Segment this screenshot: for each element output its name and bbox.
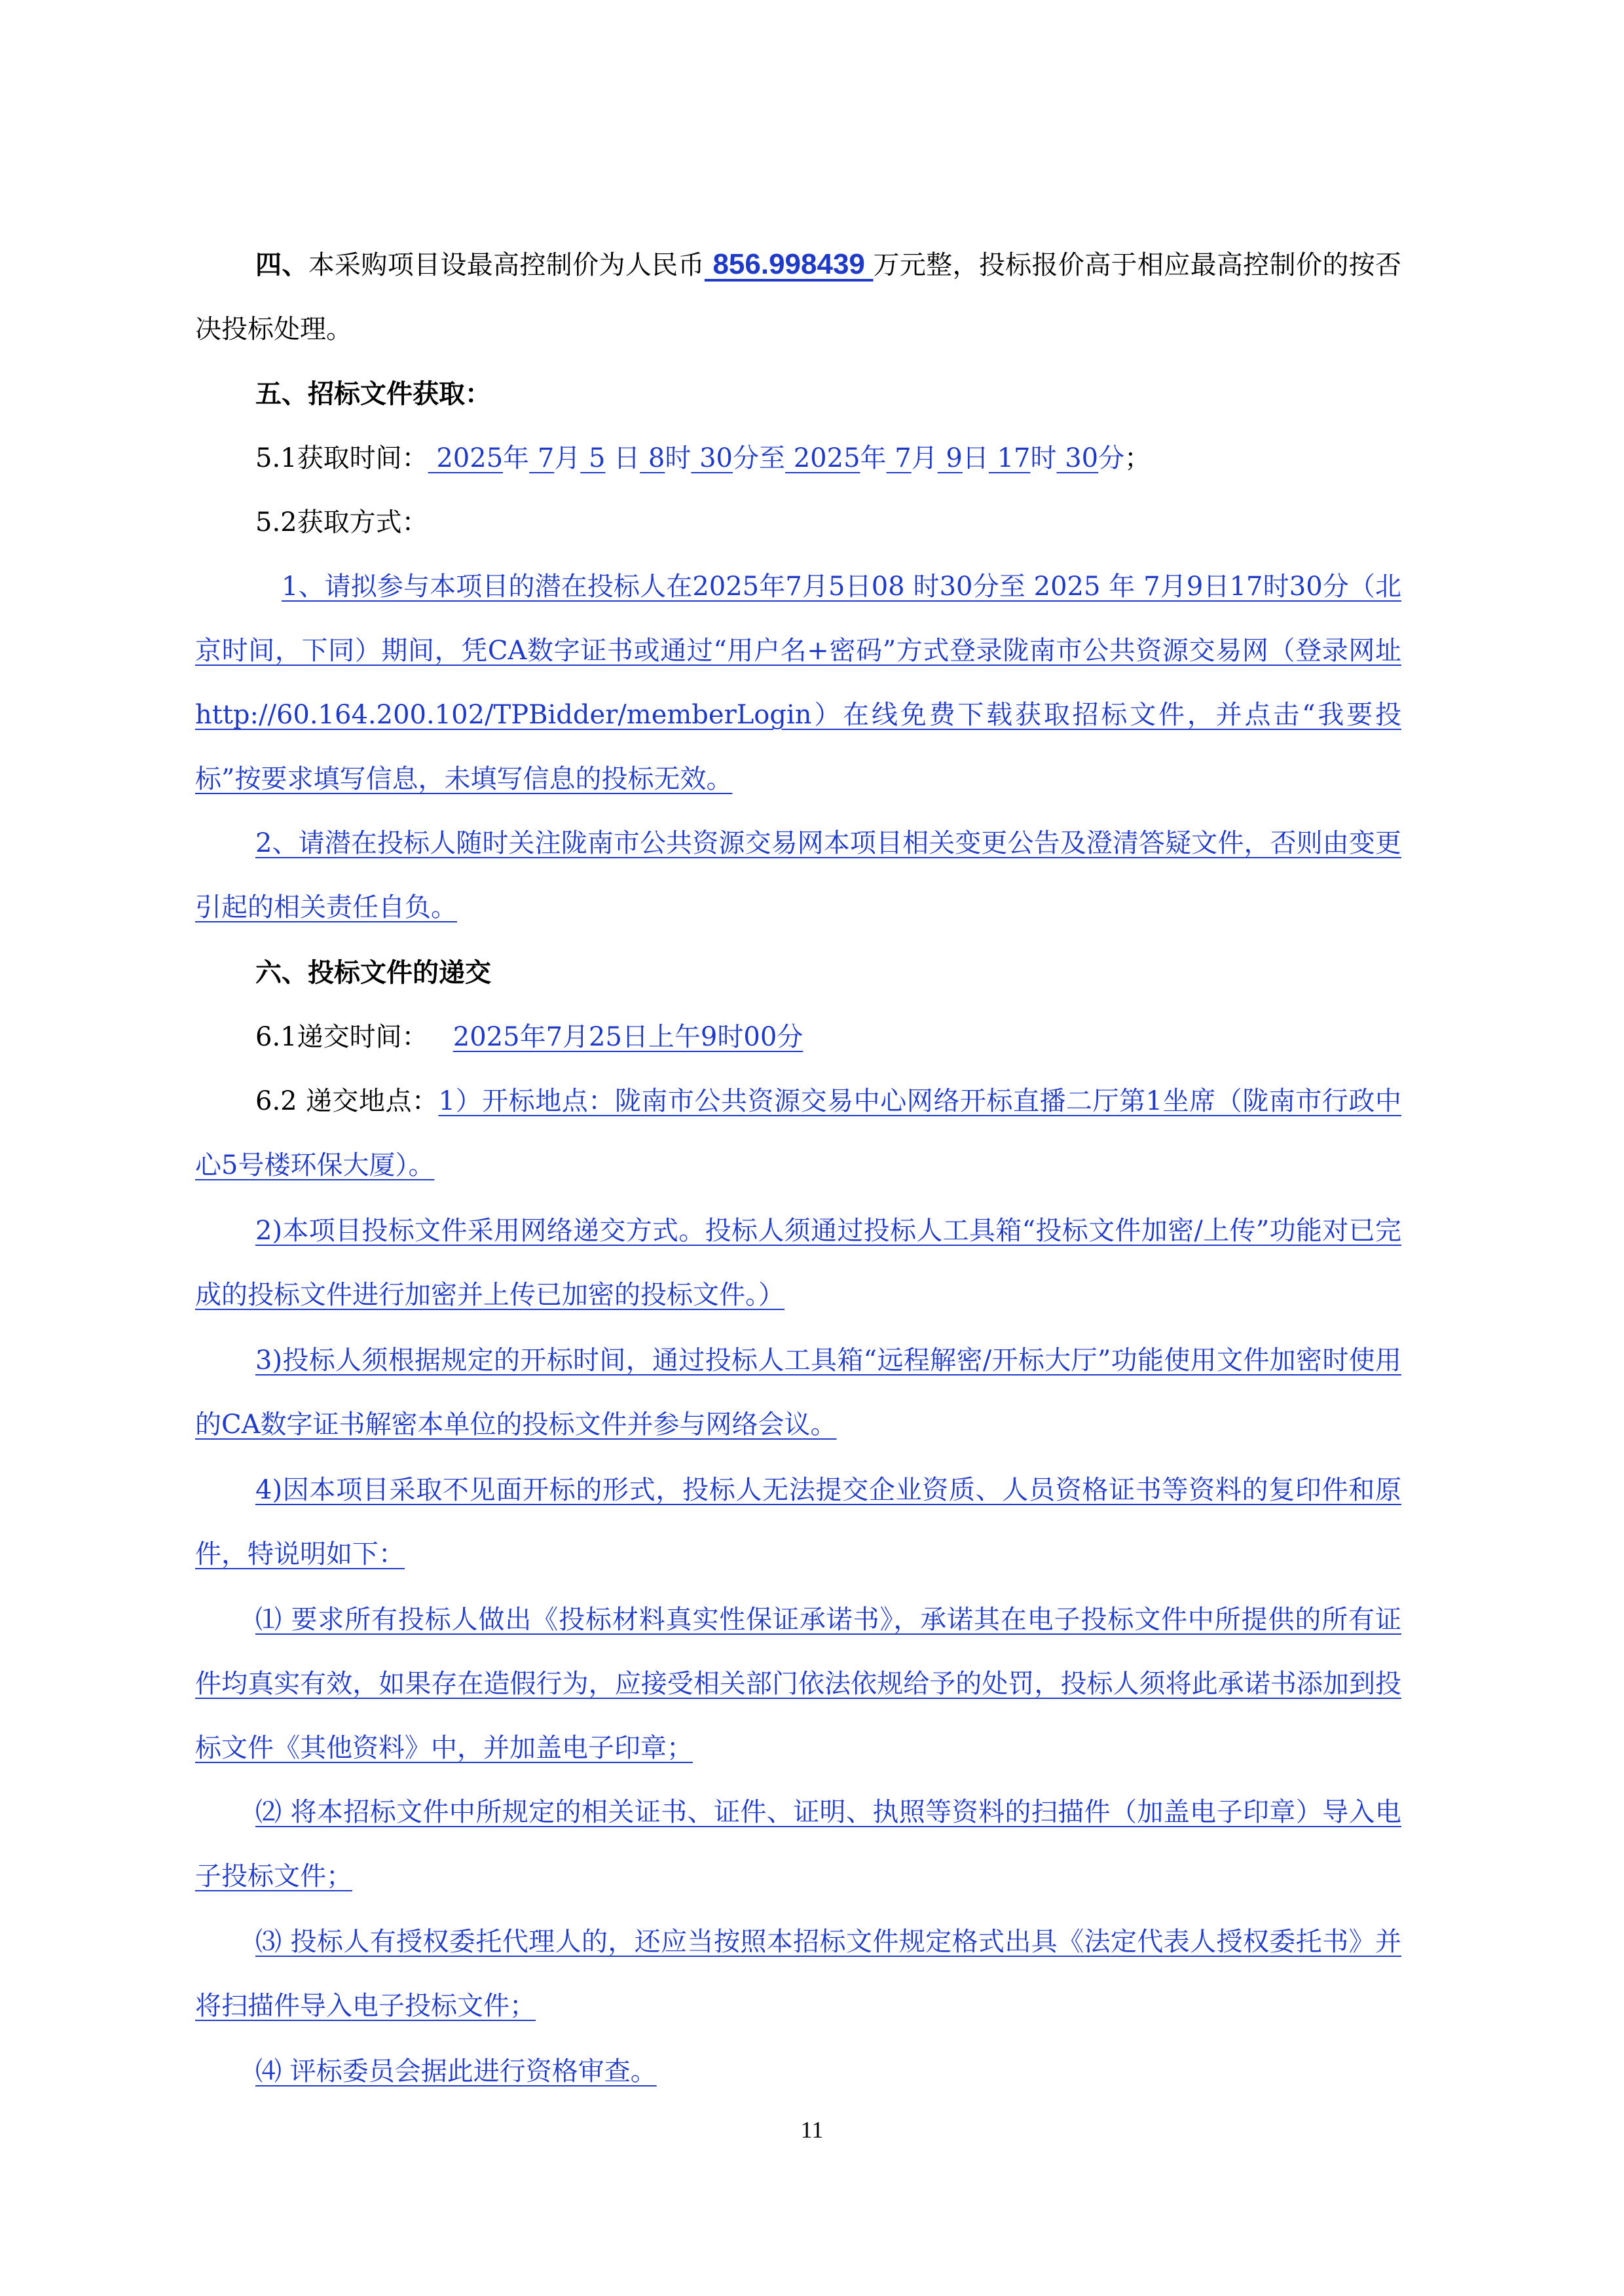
max-price-value: 856.998439 [704,248,874,280]
acquire-year-text: 年 [503,443,530,473]
submit-place-1: 1）开标地点：陇南市公共资源交易中心网络开标直播二厅第1坐席（陇南市行政中心5号楼环保大厦）。 [195,1086,1402,1180]
acquire-end-minute: 30 [1056,443,1099,473]
section-4-heading: 四、 [255,249,308,280]
submit-time-label: 6.1递交时间： [255,1022,428,1052]
acquire-method-label: 5.2获取方式： [255,507,428,538]
submit-place-paragraph [195,1069,1401,1197]
sub-item-1 [195,1588,1401,1780]
acquire-time-line [195,426,1401,490]
sub-item-4-text: ⑷ 评标委员会据此进行资格审查。 [255,2056,657,2086]
submit-paragraph-3 [195,1328,1401,1457]
submit-paragraph-2-text: 2)本项目投标文件采用网络递交方式。投标人须通过投标人工具箱“投标文件加密/上传”功能对已完成的投标文件进行加密并上传已加密的投标文件。） [195,1216,1401,1310]
acquire-time-end-punct: ； [1124,443,1151,473]
acquire-end-hour-text: 时 [1030,443,1057,473]
sub-item-1-text: ⑴ 要求所有投标人做出《投标材料真实性保证承诺书》，承诺其在电子投标文件中所提供的所有证件均真实有效，如果存在造假行为，应接受相关部门依法依规给予的处罚，投标人须将此承诺书添加到投标文件《其他资料》中，并加盖电子印章； [195,1605,1401,1763]
submit-paragraph-3-text: 3)投标人须根据规定的开标时间，通过投标人工具箱“远程解密/开标大厅”功能使用文件加密时使用的CA数字证书解密本单位的投标文件并参与网络会议。 [195,1345,1401,1440]
acquire-start-minute: 30 [691,443,733,473]
submit-time-line [195,1005,1401,1069]
acquire-start-month: 7 [529,443,555,473]
page-number: 11 [800,2117,824,2143]
section-4-text-before: 本采购项目设最高控制价为人民币 [308,250,705,280]
submit-paragraph-2 [195,1199,1401,1327]
sub-item-2-text: ⑵ 将本招标文件中所规定的相关证书、证件、证明、执照等资料的扫描件（加盖电子印章）导入电子投标文件； [195,1797,1401,1891]
acquire-end-month-text: 月 [911,443,938,473]
acquire-end-hour: 17 [988,443,1031,473]
acquire-start-year: 2025 [428,443,504,473]
acquire-end-year-text: 年 [860,443,887,473]
sub-item-4 [195,2039,1401,2104]
acquire-time-label: 5.1获取时间： [255,443,428,473]
acquire-hour-text: 时 [665,443,692,473]
acquire-end-month: 7 [886,443,912,473]
section-5-heading: 五、招标文件获取： [255,378,491,409]
acquire-day-text: 日 [605,443,640,473]
submit-paragraph-4 [195,1458,1401,1586]
section-4-text-after: 万元整，投标报价高于相应最高控制价的按否决投标处理。 [195,250,1402,344]
sub-item-3-text: ⑶ 投标人有授权委托代理人的，还应当按照本招标文件规定格式出具《法定代表人授权委托书》并将扫描件导入电子投标文件； [195,1927,1401,2021]
acquire-month-text: 月 [554,443,581,473]
acquire-end-minute-text: 分 [1098,443,1125,473]
acquire-minute-to-text: 分至 [733,443,785,473]
sub-item-2 [195,1780,1401,1908]
acquire-start-hour: 8 [640,443,665,473]
acquire-item-2 [195,811,1401,939]
sub-item-3 [195,1910,1401,2038]
acquire-end-day: 9 [937,443,963,473]
acquire-start-day: 5 [580,443,606,473]
acquire-item-1-text: 1、请拟参与本项目的潜在投标人在2025年7月5日08 时30分至 2025 年 7月9日17时30分（北京时间，下同）期间，凭CA数字证书或通过“用户名+密码”方式登录陇南市公共资源交易网（登录网址http://60.164.200.102/TPBidder/memberLogin）在线免费下载获取招标文件，并点击“我要投标”按要求填写信息，未填写信息的投标无效。 [195,572,1401,794]
section-6-heading: 六、投标文件的递交 [255,957,491,988]
submit-paragraph-4-text: 4)因本项目采取不见面开标的形式，投标人无法提交企业资质、人员资格证书等资料的复印件和原件，特说明如下： [195,1475,1401,1569]
acquire-end-day-text: 日 [962,443,989,473]
acquire-item-2-text: 2、请潜在投标人随时关注陇南市公共资源交易网本项目相关变更公告及澄清答疑文件，否则由变更引起的相关责任自负。 [195,828,1401,922]
acquire-end-year: 2025 [785,443,860,473]
submit-place-label: 6.2 递交地点： [255,1086,439,1116]
acquire-item-1 [195,555,1401,811]
section-4-paragraph [195,232,1401,361]
submit-time-value: 2025年7月25日上午9时00分 [452,1022,803,1052]
